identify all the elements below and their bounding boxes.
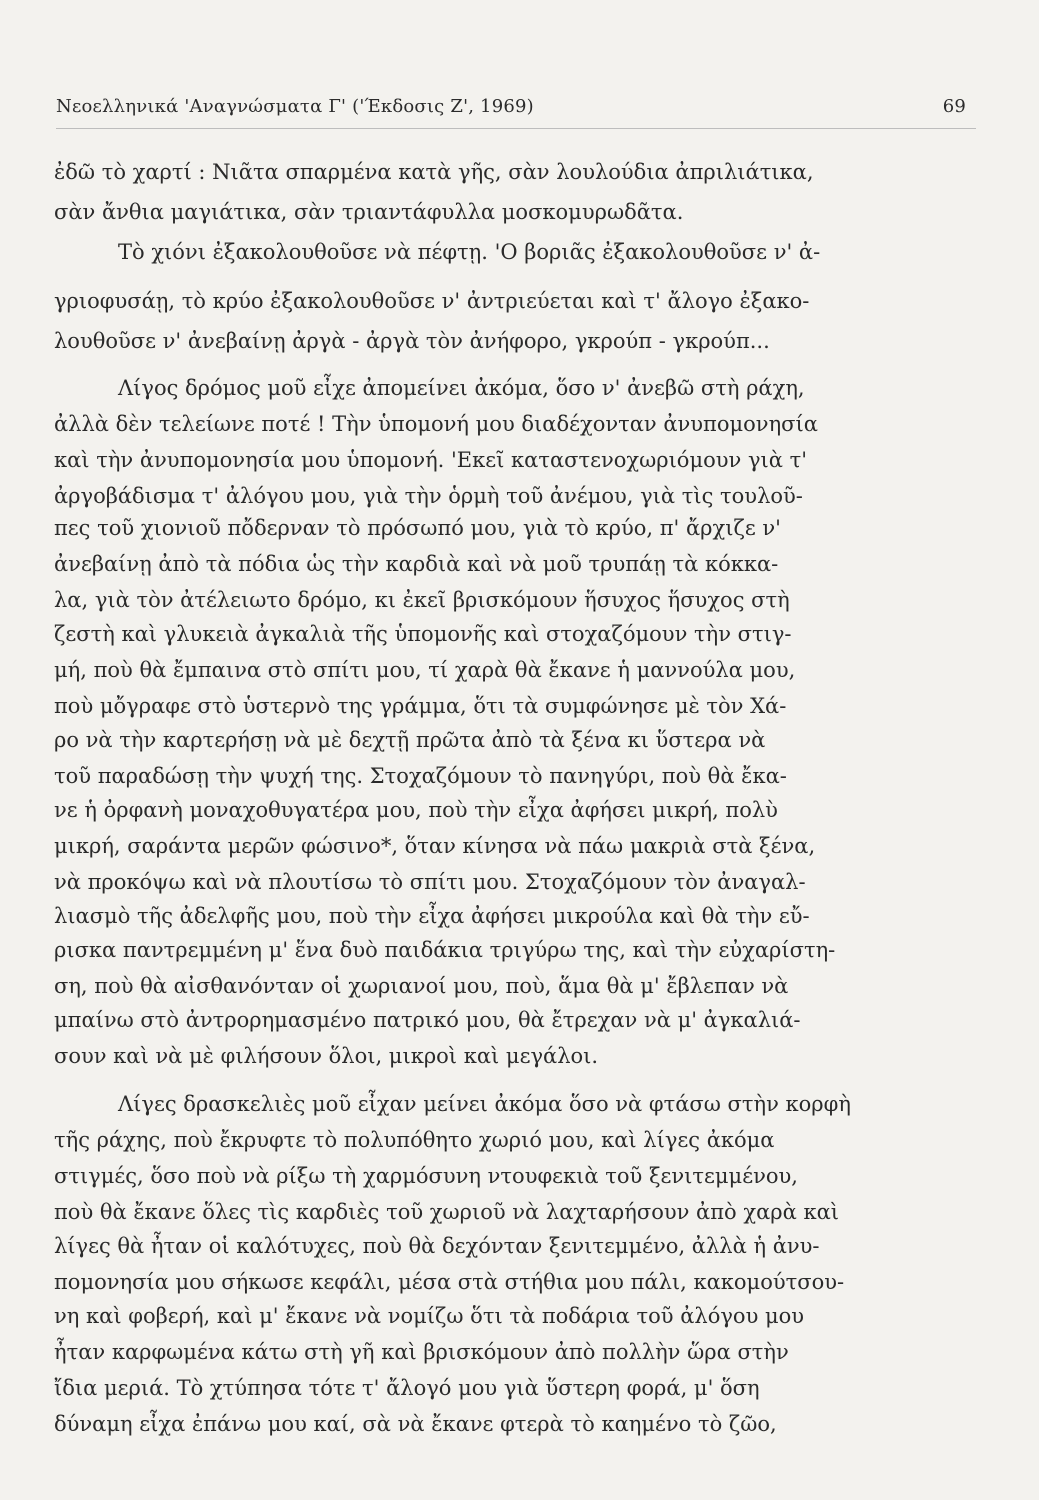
text-line-16: ρο νὰ τὴν καρτερήσῃ νὰ μὲ δεχτῇ πρῶτα ἀπὸ τὰ ξένα κι ὕστερα νὰ (54, 728, 766, 752)
header-title: Νεοελληνικά 'Αναγνώσματα Γ' ('Έκδοσις Ζ', 1969) (56, 96, 534, 117)
text-line-3: Τὸ χιόνι ἐξακολουθοῦσε νὰ πέφτῃ. 'Ο βοριᾶς ἐξακολουθοῦσε ν' ἀ- (118, 240, 821, 264)
text-line-31: πομονησία μου σήκωσε κεφάλι, μέσα στὰ στήθια μου πάλι, κακομούτσου- (54, 1270, 845, 1294)
text-line-23: ση, ποὺ θὰ αἰσθανόνταν οἱ χωριανοί μου, ποὺ, ἅμα θὰ μ' ἔβλεπαν νὰ (54, 974, 789, 998)
text-line-18: νε ἡ ὀρφανὴ μοναχοθυγατέρα μου, ποὺ τὴν εἶχα ἀφήσει μικρή, πολὺ (54, 798, 778, 822)
text-line-10: πες τοῦ χιονιοῦ πὄδερναν τὸ πρόσωπό μου, γιὰ τὸ κρύο, π' ἄρχιζε ν' (54, 516, 781, 540)
text-line-2: σὰν ἄνθια μαγιάτικα, σὰν τριαντάφυλλα μοσκομυρωδᾶτα. (54, 200, 684, 224)
text-line-32: νη καὶ φοβερή, καὶ μ' ἔκανε νὰ νομίζω ὅτι τὰ ποδάρια τοῦ ἀλόγου μου (54, 1304, 805, 1328)
text-line-4: γριοφυσάῃ, τὸ κρύο ἐξακολουθοῦσε ν' ἀντριεύεται καὶ τ' ἄλογο ἐξακο- (54, 289, 810, 313)
text-line-5: λουθοῦσε ν' ἀνεβαίνῃ ἀργὰ - ἀργὰ τὸν ἀνήφορο, γκρούπ - γκρούπ... (54, 329, 770, 353)
text-line-35: δύναμη εἶχα ἐπάνω μου καί, σὰ νὰ ἔκανε φτερὰ τὸ καημένο τὸ ζῶο, (54, 1412, 777, 1436)
text-line-8: καὶ τὴν ἀνυπομονησία μου ὑπομονή. 'Εκεῖ καταστενοχωριόμουν γιὰ τ' (54, 448, 807, 472)
text-line-12: λα, γιὰ τὸν ἀτέλειωτο δρόμο, κι ἐκεῖ βρισκόμουν ἥσυχος ἥσυχος στὴ (54, 588, 790, 612)
text-line-6: Λίγος δρόμος μοῦ εἶχε ἀπομείνει ἀκόμα, ὅσο ν' ἀνεβῶ στὴ ράχη, (118, 376, 805, 400)
text-line-14: μή, ποὺ θὰ ἔμπαινα στὸ σπίτι μου, τί χαρὰ θὰ ἔκανε ἡ μαννούλα μου, (54, 658, 796, 682)
text-line-25: σουν καὶ νὰ μὲ φιλήσουν ὅλοι, μικροὶ καὶ μεγάλοι. (54, 1044, 599, 1068)
text-line-26: Λίγες δρασκελιὲς μοῦ εἶχαν μείνει ἀκόμα ὅσο νὰ φτάσω στὴν κορφὴ (118, 1092, 851, 1116)
running-header (56, 96, 966, 126)
text-line-29: ποὺ θὰ ἔκανε ὅλες τὶς καρδιὲς τοῦ χωριοῦ νὰ λαχταρήσουν ἀπὸ χαρὰ καὶ (54, 1200, 839, 1224)
text-line-17: τοῦ παραδώσῃ τὴν ψυχή της. Στοχαζόμουν τὸ πανηγύρι, ποὺ θὰ ἔκα- (54, 764, 787, 788)
text-line-20: νὰ προκόψω καὶ νὰ πλουτίσω τὸ σπίτι μου. Στοχαζόμουν τὸν ἀναγαλ- (54, 870, 806, 894)
text-line-34: ἴδια μεριά. Τὸ χτύπησα τότε τ' ἄλογό μου γιὰ ὕστερη φορά, μ' ὅση (54, 1376, 760, 1400)
text-line-22: ρισκα παντρεμμένη μ' ἕνα δυὸ παιδάκια τριγύρω της, καὶ τὴν εὐχαρίστη- (54, 938, 836, 962)
text-line-27: τῆς ράχης, ποὺ ἔκρυφτε τὸ πολυπόθητο χωριό μου, καὶ λίγες ἀκόμα (54, 1128, 775, 1152)
text-line-11: ἀνεβαίνῃ ἀπὸ τὰ πόδια ὡς τὴν καρδιὰ καὶ νὰ μοῦ τρυπάῃ τὰ κόκκα- (54, 552, 779, 576)
text-line-24: μπαίνω στὸ ἀντρορημασμένο πατρικό μου, θὰ ἔτρεχαν νὰ μ' ἀγκαλιά- (54, 1008, 801, 1032)
text-line-30: λίγες θὰ ἦταν οἱ καλότυχες, ποὺ θὰ δεχόνταν ξενιτεμμένο, ἀλλὰ ἡ ἀνυ- (54, 1234, 820, 1258)
text-line-7: ἀλλὰ δὲν τελείωνε ποτέ ! Τὴν ὑπομονή μου διαδέχονταν ἀνυπομονησία (54, 412, 818, 436)
page-number: 69 (942, 96, 966, 117)
text-line-21: λιασμὸ τῆς ἀδελφῆς μου, ποὺ τὴν εἶχα ἀφήσει μικρούλα καὶ θὰ τὴν εὔ- (54, 904, 810, 928)
header-rule (56, 128, 976, 129)
text-line-28: στιγμές, ὅσο ποὺ νὰ ρίξω τὴ χαρμόσυνη ντουφεκιὰ τοῦ ξενιτεμμένου, (54, 1164, 798, 1188)
text-line-15: ποὺ μὄγραφε στὸ ὑστερνὸ της γράμμα, ὅτι τὰ συμφώνησε μὲ τὸν Χά- (54, 694, 787, 718)
text-line-19: μικρή, σαράντα μερῶν φώσινο*, ὅταν κίνησα νὰ πάω μακριὰ στὰ ξένα, (54, 834, 816, 858)
text-line-13: ζεστὴ καὶ γλυκειὰ ἀγκαλιὰ τῆς ὑπομονῆς καὶ στοχαζόμουν τὴν στιγ- (54, 622, 792, 646)
text-line-9: ἀργοβάδισμα τ' ἀλόγου μου, γιὰ τὴν ὁρμὴ τοῦ ἀνέμου, γιὰ τὶς τουλοῦ- (54, 484, 803, 508)
text-line-1: ἐδῶ τὸ χαρτί : Νιᾶτα σπαρμένα κατὰ γῆς, σὰν λουλούδια ἀπριλιάτικα, (54, 160, 814, 184)
text-line-33: ἦταν καρφωμένα κάτω στὴ γῆ καὶ βρισκόμουν ἀπὸ πολλὴν ὥρα στὴν (54, 1340, 789, 1364)
